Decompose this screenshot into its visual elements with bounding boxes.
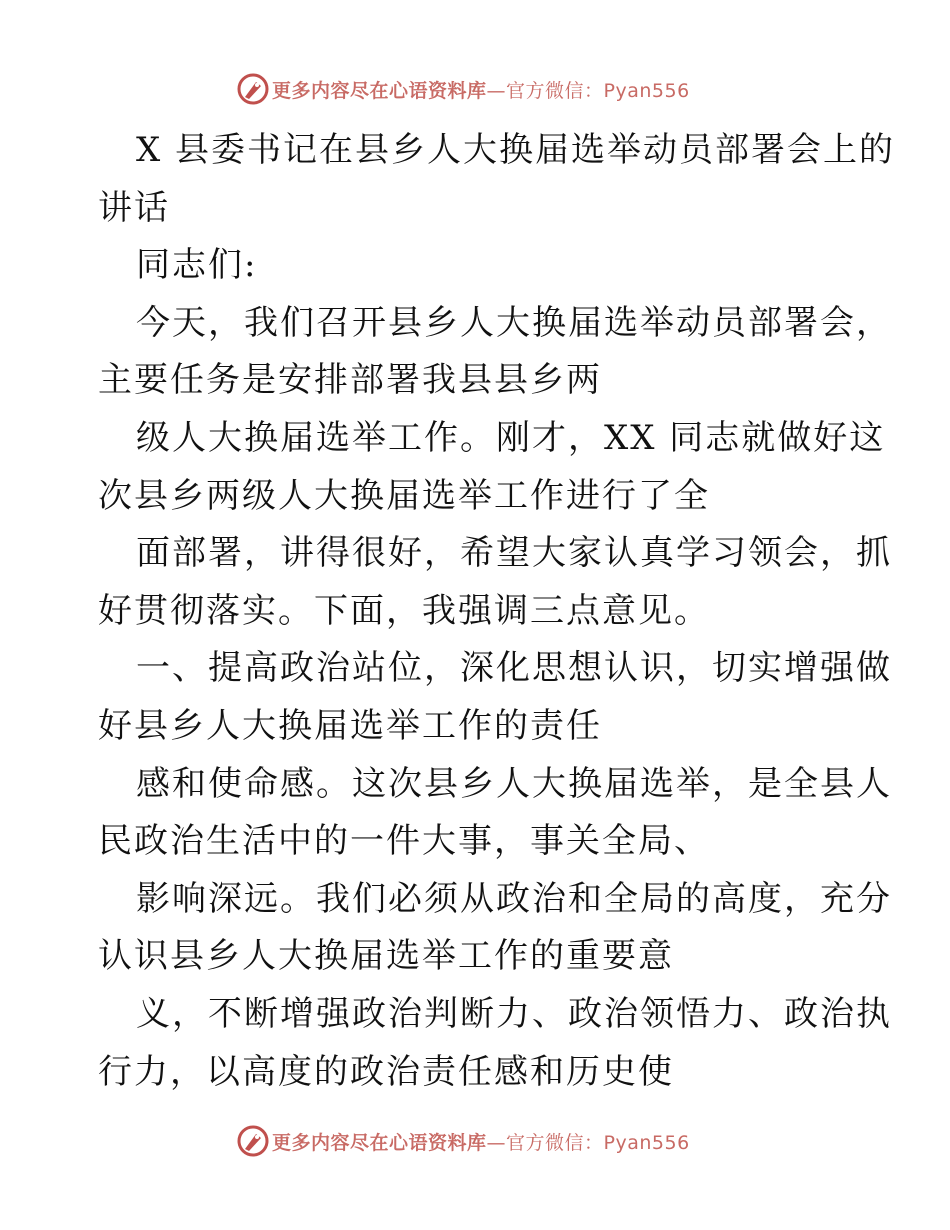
pen-nib-logo-icon (236, 72, 270, 106)
text-line: 好县乡人大换届选举工作的责任 (98, 705, 602, 746)
speech-title-line-1: X 县委书记在县乡人大换届选举动员部署会上的 (136, 130, 896, 170)
text-line: 民政治生活中的一件大事，事关全局、 (98, 821, 710, 862)
text-line: 级人大换届选举工作。刚才，XX 同志就做好这 (136, 417, 886, 458)
speech-body (98, 122, 896, 1101)
text-line: 次县乡两级人大换届选举工作进行了全 (98, 475, 710, 516)
watermark-separator: — (486, 79, 507, 102)
text-line: 影响深远。我们必须从政治和全局的高度，充分 (136, 878, 892, 919)
section-heading-line: 一、提高政治站位，深化思想认识，切实增强做 (136, 648, 892, 689)
speech-title-line-2: 讲话 (98, 187, 170, 228)
text-line: 认识县乡人大换届选举工作的重要意 (98, 936, 674, 977)
text-line: 面部署，讲得很好，希望大家认真学习领会，抓 (136, 533, 892, 574)
watermark-contact: 官方微信：Pyan556 (506, 79, 690, 102)
pen-nib-logo-icon (236, 1124, 270, 1158)
text-line: 感和使命感。这次县乡人大换届选举，是全县人 (136, 763, 892, 804)
watermark-separator: — (486, 1131, 507, 1154)
text-line: 义，不断增强政治判断力、政治领悟力、政治执 (136, 993, 892, 1034)
watermark-contact: 官方微信：Pyan556 (506, 1131, 690, 1154)
watermark-brand: 更多内容尽在心语资料库 (272, 1131, 487, 1154)
text-line: 好贯彻落实。下面，我强调三点意见。 (98, 590, 710, 631)
footer-watermark (236, 1124, 690, 1158)
text-line: 主要任务是安排部署我县县乡两 (98, 360, 602, 401)
header-watermark (236, 72, 690, 106)
watermark-brand: 更多内容尽在心语资料库 (272, 79, 487, 102)
salutation: 同志们: (136, 245, 258, 286)
text-line: 行力，以高度的政治责任感和历史使 (98, 1051, 674, 1092)
text-line: 今天，我们召开县乡人大换届选举动员部署会， (136, 302, 892, 343)
